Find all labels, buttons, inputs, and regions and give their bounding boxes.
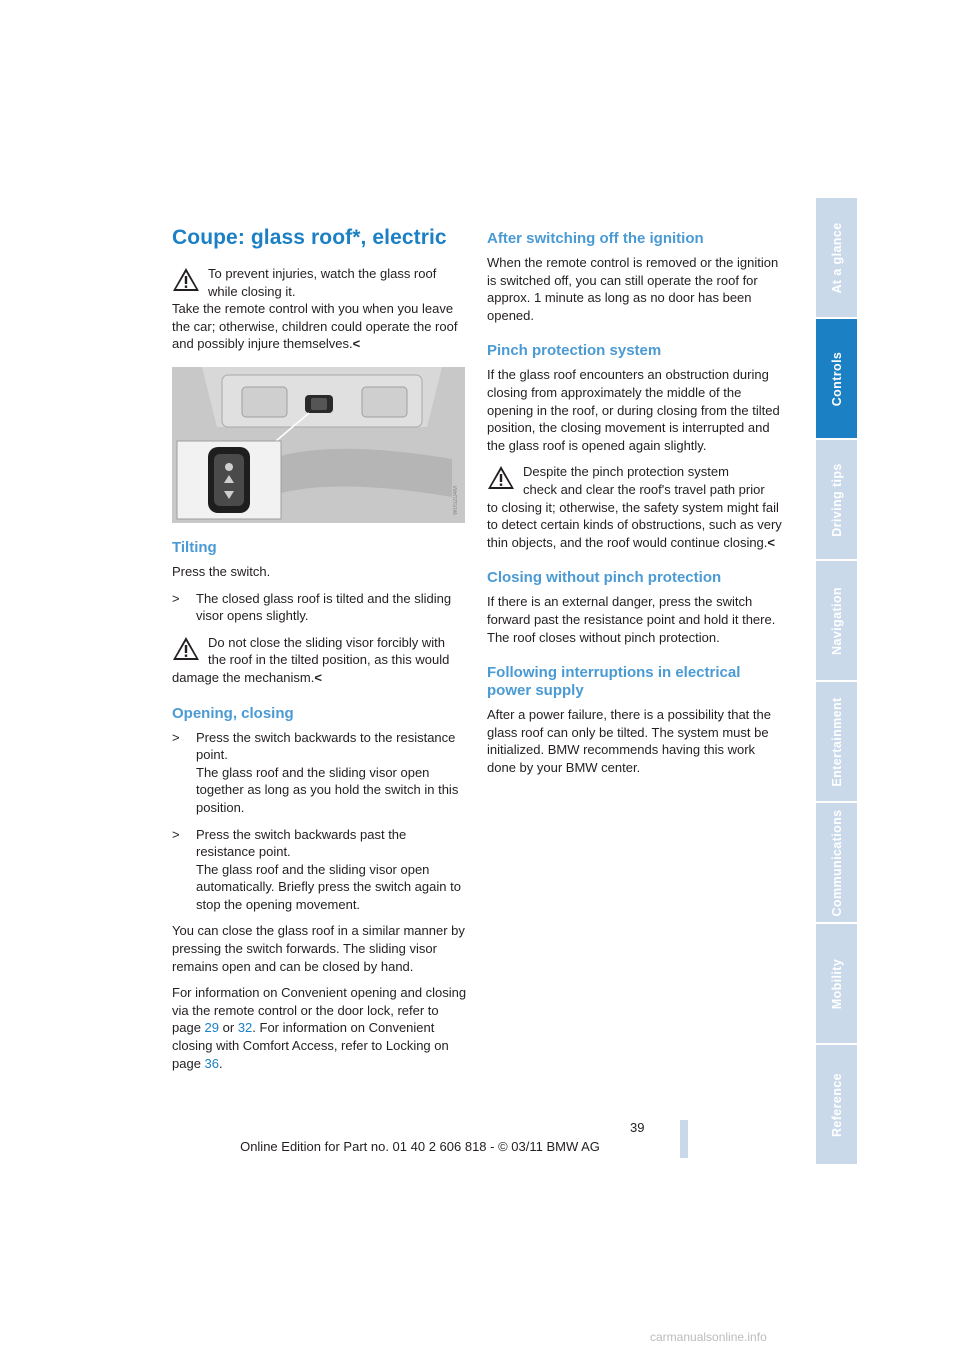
- footer-edition: [0, 1139, 960, 1154]
- tab-driving-tips[interactable]: [816, 440, 857, 559]
- list-item: [172, 590, 467, 625]
- heading-pinch-protection: Pinch protection system: [487, 342, 662, 360]
- end-mark: <: [767, 534, 775, 550]
- list-item-text: The closed glass roof is tilted and the sliding visor opens slightly.: [196, 590, 452, 624]
- warning-text-rest: damage the mechanism.: [172, 669, 315, 685]
- tab-label: Entertainment: [829, 696, 844, 787]
- reference-text: .: [219, 1055, 223, 1071]
- warning-text-rest: to closing it; otherwise, the safety system might fail to detect certain kinds of obstructions, such as very thin objects, and the roof would continue closing.: [487, 499, 782, 550]
- tilting-intro: Press the switch.: [172, 563, 271, 579]
- warning-text-line1: Do not close the sliding visor forcibly with: [208, 634, 445, 650]
- right-column: [487, 230, 782, 785]
- list-item-text: Press the switch backwards to the resistance point.: [196, 729, 456, 763]
- warning-icon: [487, 465, 515, 490]
- tab-entertainment[interactable]: [816, 682, 857, 801]
- tab-controls[interactable]: [816, 319, 857, 438]
- list-item: [172, 729, 467, 817]
- closing-paragraph: You can close the glass roof in a similar manner by pressing the switch forwards. The sliding visor remains open and can be closed by hand.: [172, 923, 465, 974]
- tab-label: Navigation: [829, 586, 844, 655]
- tab-label: At a glance: [829, 221, 844, 294]
- section-title: Coupe: glass roof*, electric: [172, 226, 447, 249]
- reference-text: For information on Convenient opening and closing via the remote control or the door lock, refer to page: [172, 985, 467, 1036]
- reference-paragraph: [172, 984, 467, 1072]
- tab-label: Controls: [829, 351, 844, 406]
- roof-switch-illustration: [172, 367, 465, 523]
- tab-communications[interactable]: [816, 803, 857, 922]
- page-link-32[interactable]: 32: [237, 1020, 253, 1036]
- tab-label: Communications: [829, 809, 844, 916]
- left-column: [172, 225, 467, 1081]
- page-number: 39: [630, 1120, 645, 1135]
- page-link-29[interactable]: 29: [204, 1020, 220, 1036]
- tab-navigation[interactable]: [816, 561, 857, 680]
- roof-switch-figure: [172, 367, 465, 523]
- warning-text-line2: while closing it.: [208, 283, 296, 299]
- bullet-marker: >: [172, 590, 180, 606]
- tab-label: Reference: [829, 1072, 844, 1137]
- warning-icon: [172, 636, 200, 661]
- pinch-protection-text: If the glass roof encounters an obstruction during closing from approximately the middle of the opening in the roof, or during closing from the tilted position, the closing movement is interrupted and the glass roof is opened again slightly.: [487, 367, 780, 453]
- bullet-marker: >: [172, 826, 180, 842]
- end-mark: <: [314, 669, 322, 685]
- warning-icon: [172, 267, 200, 292]
- list-item-detail: The glass roof and the sliding visor open together as long as you hold the switch in this position.: [196, 764, 459, 815]
- warning-block: [172, 265, 467, 353]
- figure-code: W0S2D4M: [453, 485, 459, 515]
- warning-text-line2: the roof in the tilted position, as this would: [208, 652, 450, 668]
- tab-at-a-glance[interactable]: [816, 198, 857, 317]
- list-item: [172, 826, 467, 914]
- power-interruptions-text: After a power failure, there is a possibility that the glass roof can only be tilted. The system must be initialized. BMW recommends having this work done by your BMW center.: [487, 707, 771, 775]
- tab-label: Driving tips: [829, 462, 844, 537]
- tab-mobility[interactable]: [816, 924, 857, 1043]
- warning-text-line1: Despite the pinch protection system: [523, 464, 729, 480]
- bullet-marker: >: [172, 729, 180, 745]
- tilting-list: [172, 590, 467, 625]
- page-link-36[interactable]: 36: [204, 1055, 220, 1071]
- heading-after-ignition: After switching off the ignition: [487, 230, 704, 247]
- opening-list: [172, 729, 467, 914]
- chapter-tabs: [816, 198, 857, 1166]
- list-item-text: Press the switch backwards past the resistance point.: [196, 826, 407, 860]
- end-mark: <: [352, 336, 361, 352]
- reference-text: . For information on Convenient closing with Comfort Access, refer to Locking on page: [172, 1020, 449, 1071]
- reference-text: or: [219, 1020, 238, 1036]
- warning-text-line2: check and clear the roof's travel path prior: [523, 481, 765, 497]
- tab-label: Mobility: [829, 958, 844, 1009]
- warning-text-rest: Take the remote control with you when you leave the car; otherwise, children could operate the roof and possibly injure themselves.: [172, 301, 458, 352]
- footer-text: Online Edition for Part no. 01 40 2 606 818 - © 03/11 BMW AG: [240, 1139, 600, 1154]
- heading-power-interruptions: Following interruptions in electrical power supply: [487, 664, 741, 700]
- without-pinch-text: If there is an external danger, press the switch forward past the resistance point and hold it there. The roof closes without pinch protection.: [487, 594, 776, 645]
- watermark: carmanualsonline.info: [650, 1330, 767, 1344]
- warning-block: [172, 634, 467, 687]
- list-item-detail: The glass roof and the sliding visor open automatically. Briefly press the switch again to stop the opening movement.: [196, 861, 461, 912]
- heading-opening-closing: Opening, closing: [172, 704, 294, 722]
- warning-block: [487, 463, 782, 551]
- warning-text-line1: To prevent injuries, watch the glass roof: [208, 266, 437, 281]
- heading-tilting: Tilting: [172, 538, 217, 556]
- after-ignition-text: When the remote control is removed or the ignition is switched off, you can still operate the roof for approx. 1 minute as long as no door has been opened.: [487, 255, 779, 323]
- heading-without-pinch: Closing without pinch protection: [487, 569, 722, 587]
